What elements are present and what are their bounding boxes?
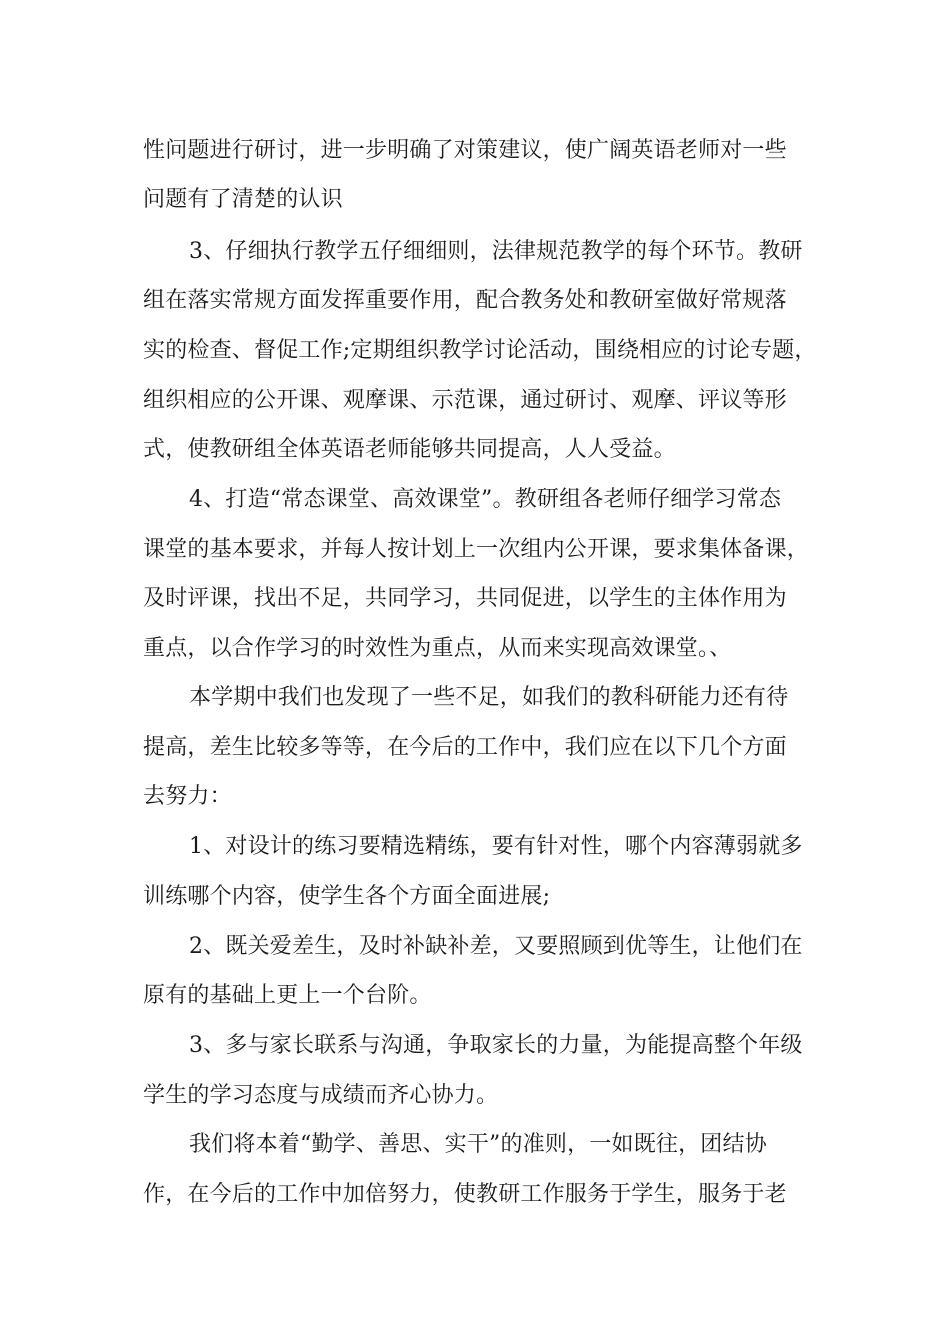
- text-line: 去努力：: [143, 784, 232, 809]
- paragraph-start-line: 1、对设计的练习要精选精练，要有针对性，哪个内容薄弱就多: [189, 834, 803, 859]
- paragraph-start-line: 本学期中我们也发现了一些不足，如我们的教科研能力还有待: [189, 685, 789, 710]
- text-line: 组在落实常规方面发挥重要作用，配合教务处和教研室做好常规落: [143, 288, 787, 313]
- text-line: 性问题进行研讨，进一步明确了对策建议，使广阔英语老师对一些: [143, 138, 787, 163]
- text-line: 学生的学习态度与成绩而齐心协力。: [143, 1083, 499, 1108]
- text-line: 作，在今后的工作中加倍努力，使教研工作服务于学生，服务于老: [143, 1182, 787, 1207]
- text-line: 提高，差生比较多等等，在今后的工作中，我们应在以下几个方面: [143, 735, 787, 760]
- text-line: 原有的基础上更上一个台阶。: [143, 983, 432, 1008]
- paragraph-start-line: 3、仔细执行教学五仔细细则，法律规范教学的每个环节。教研: [189, 239, 803, 264]
- text-line: 问题有了清楚的认识: [143, 187, 343, 212]
- paragraph-start-line: 4、打造“常态课堂、高效课堂”。教研组各老师仔细学习常态: [189, 487, 782, 512]
- text-line: 课堂的基本要求，并每人按计划上一次组内公开课，要求集体备课，: [143, 537, 810, 562]
- paragraph-start-line: 3、多与家长联系与沟通，争取家长的力量，为能提高整个年级: [189, 1033, 803, 1058]
- paragraph-start-line: 我们将本着“勤学、善思、实干”的准则，一如既往，团结协: [189, 1132, 767, 1157]
- text-line: 实的检查、督促工作;定期组织教学讨论活动，围绕相应的讨论专题，: [143, 338, 817, 363]
- text-line: 式，使教研组全体英语老师能够共同提高，人人受益。: [143, 437, 676, 462]
- text-line: 训练哪个内容，使学生各个方面全面进展;: [143, 884, 551, 909]
- text-line: 及时评课，找出不足，共同学习，共同促进，以学生的主体作用为: [143, 586, 787, 611]
- paragraph-start-line: 2、既关爱差生，及时补缺补差，又要照顾到优等生，让他们在: [189, 934, 803, 959]
- text-line: 重点，以合作学习的时效性为重点，从而来实现高效课堂。、: [143, 636, 732, 661]
- text-line: 组织相应的公开课、观摩课、示范课，通过研讨、观摩、评议等形: [143, 388, 787, 413]
